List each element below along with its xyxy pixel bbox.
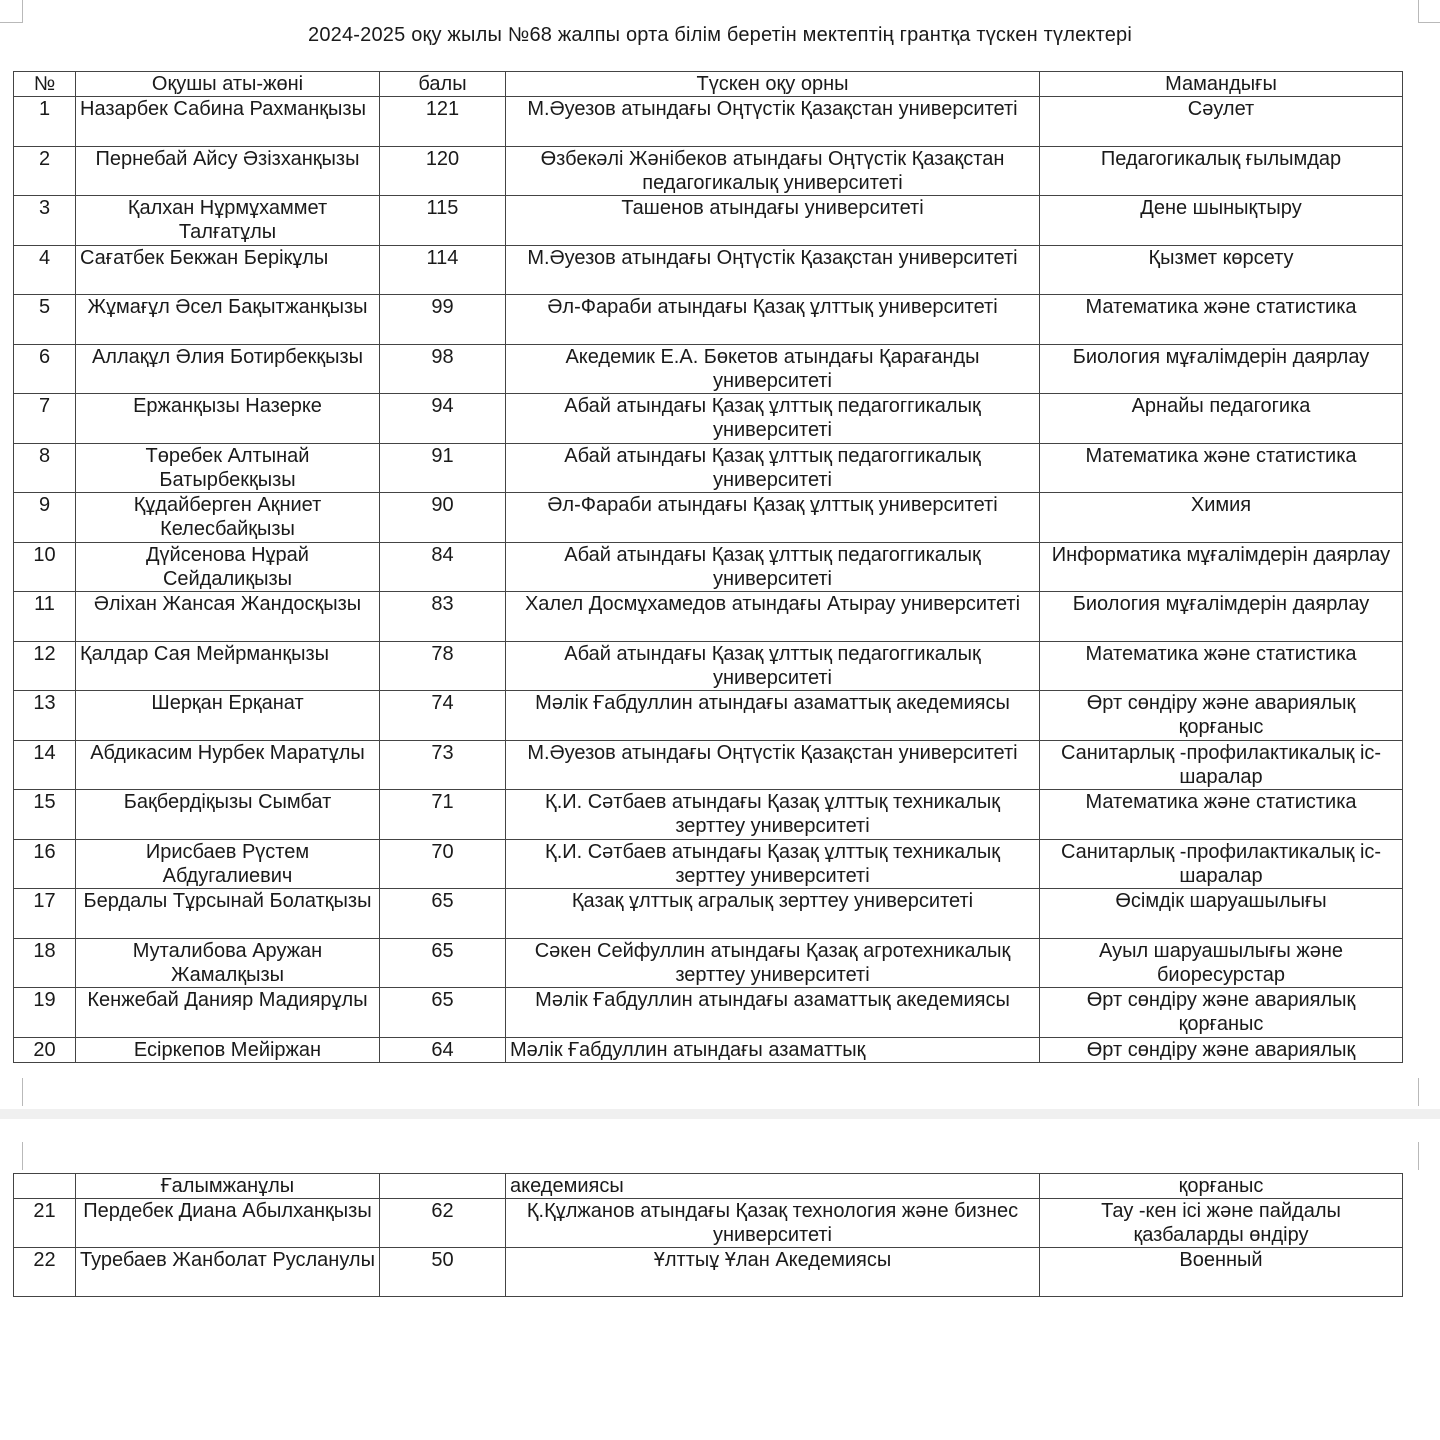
cell-university: Мәлік Ғабдуллин атындағы азаматтық: [506, 1037, 1040, 1062]
table-row: [14, 839, 1403, 889]
col-header-number: №: [14, 72, 76, 97]
cell-specialty: Арнайы педагогика: [1040, 394, 1403, 444]
table-row: [14, 196, 1403, 246]
cell-university: Абай атындағы Қазақ ұлттық педагоггикалық университеті: [506, 542, 1040, 592]
table-row: [14, 443, 1403, 493]
page-corner-mark: [0, 1078, 23, 1106]
cell-specialty: Химия: [1040, 493, 1403, 543]
cell-name: Туребаев Жанболат Русланулы: [76, 1248, 380, 1297]
document-title: 2024-2025 оқу жылы №68 жалпы орта білім беретін мектептің грантқа түскен түлектері: [308, 24, 1132, 46]
cell-score: 114: [380, 245, 506, 295]
cell-name: Бердалы Тұрсынай Болатқызы: [76, 889, 380, 939]
cell-number: 14: [14, 740, 76, 790]
cell-number: 12: [14, 641, 76, 691]
cell-score: 83: [380, 592, 506, 642]
table-row: [14, 691, 1403, 741]
cell-specialty: Сәулет: [1040, 97, 1403, 147]
table-row: [14, 245, 1403, 295]
cell-score: [380, 1174, 506, 1199]
cell-specialty: Биология мұғалімдерін даярлау: [1040, 344, 1403, 394]
cell-name: Қалхан Нұрмұхаммет Талғатұлы: [76, 196, 380, 246]
cell-specialty: Өрт сөндіру және авариялық қорғаныс: [1040, 988, 1403, 1038]
cell-number: 6: [14, 344, 76, 394]
cell-specialty: Военный: [1040, 1248, 1403, 1297]
cell-name: Есіркепов Мейіржан: [76, 1037, 380, 1062]
cell-number: 1: [14, 97, 76, 147]
cell-specialty: Математика және статистика: [1040, 790, 1403, 840]
cell-number: 17: [14, 889, 76, 939]
cell-score: 64: [380, 1037, 506, 1062]
cell-number: 8: [14, 443, 76, 493]
cell-score: 70: [380, 839, 506, 889]
cell-name: Ержанқызы Назерке: [76, 394, 380, 444]
cell-score: 91: [380, 443, 506, 493]
table-row: [14, 988, 1403, 1038]
cell-name: Шерқан Ерқанат: [76, 691, 380, 741]
cell-specialty: Ауыл шаруашылығы және биоресурстар: [1040, 938, 1403, 988]
cell-name: Пердебек Диана Абылханқызы: [76, 1199, 380, 1248]
cell-score: 94: [380, 394, 506, 444]
cell-university: Әл-Фараби атындағы Қазақ ұлттық университеті: [506, 493, 1040, 543]
col-header-score: балы: [380, 72, 506, 97]
table-row: [14, 938, 1403, 988]
cell-university: Абай атындағы Қазақ ұлттық педагоггикалық университеті: [506, 394, 1040, 444]
cell-name: Ғалымжанұлы: [76, 1174, 380, 1199]
cell-number: 16: [14, 839, 76, 889]
table-row: [14, 641, 1403, 691]
cell-number: 13: [14, 691, 76, 741]
cell-score: 65: [380, 938, 506, 988]
cell-name: Назарбек Сабина Рахманқызы: [76, 97, 380, 147]
cell-number: [14, 1174, 76, 1199]
table-row: [14, 1037, 1403, 1062]
cell-number: 19: [14, 988, 76, 1038]
graduates-table: [13, 71, 1403, 1063]
cell-specialty: Санитарлық -профилактикалық іс-шаралар: [1040, 839, 1403, 889]
cell-name: Кенжебай Данияр Мадиярұлы: [76, 988, 380, 1038]
cell-name: Жұмағұл Әсел Бақытжанқызы: [76, 295, 380, 345]
cell-university: Қ.И. Сәтбаев атындағы Қазақ ұлттық техникалық зерттеу университеті: [506, 839, 1040, 889]
cell-university: акедемиясы: [506, 1174, 1040, 1199]
cell-university: Ташенов атындағы университеті: [506, 196, 1040, 246]
cell-score: 65: [380, 988, 506, 1038]
cell-specialty: қорғаныс: [1040, 1174, 1403, 1199]
cell-specialty: Өрт сөндіру және авариялық қорғаныс: [1040, 691, 1403, 741]
cell-number: 20: [14, 1037, 76, 1062]
table-row: [14, 344, 1403, 394]
table-row: [14, 1199, 1403, 1248]
page-break: [0, 1109, 1440, 1119]
cell-university: М.Әуезов атындағы Оңтүстік Қазақстан университеті: [506, 245, 1040, 295]
col-header-name: Оқушы аты-жөні: [76, 72, 380, 97]
cell-specialty: Санитарлық -профилактикалық іс-шаралар: [1040, 740, 1403, 790]
cell-number: 21: [14, 1199, 76, 1248]
table-row: [14, 97, 1403, 147]
table-row: [14, 592, 1403, 642]
cell-university: Қ.Құлжанов атындағы Қазақ технология және бизнес университеті: [506, 1199, 1040, 1248]
cell-specialty: Өсімдік шаруашылығы: [1040, 889, 1403, 939]
cell-name: Бақбердіқызы Сымбат: [76, 790, 380, 840]
cell-score: 84: [380, 542, 506, 592]
cell-number: 5: [14, 295, 76, 345]
cell-university: М.Әуезов атындағы Оңтүстік Қазақстан университеті: [506, 740, 1040, 790]
cell-score: 115: [380, 196, 506, 246]
table-row: [14, 295, 1403, 345]
cell-university: Абай атындағы Қазақ ұлттық педагоггикалық университеті: [506, 641, 1040, 691]
table-row: [14, 394, 1403, 444]
cell-name: Қалдар Сая Мейрманқызы: [76, 641, 380, 691]
cell-specialty: Математика және статистика: [1040, 641, 1403, 691]
cell-name: Абдикасим Нурбек Маратұлы: [76, 740, 380, 790]
cell-name: Пернебай Айсу Әзізханқызы: [76, 146, 380, 196]
cell-number: 11: [14, 592, 76, 642]
cell-score: 78: [380, 641, 506, 691]
cell-specialty: Информатика мұғалімдерін даярлау: [1040, 542, 1403, 592]
table-row: [14, 493, 1403, 543]
cell-university: Абай атындағы Қазақ ұлттық педагоггикалық университеті: [506, 443, 1040, 493]
cell-score: 98: [380, 344, 506, 394]
page-corner-mark: [1418, 0, 1440, 23]
table-row-continuation: [14, 1174, 1403, 1199]
col-header-university: Түскен оқу орны: [506, 72, 1040, 97]
cell-name: Құдайберген Ақниет Келесбайқызы: [76, 493, 380, 543]
cell-specialty: Дене шынықтыру: [1040, 196, 1403, 246]
page-corner-mark: [1418, 1142, 1440, 1170]
cell-name: Төребек Алтынай Батырбекқызы: [76, 443, 380, 493]
cell-name: Сағатбек Бекжан Берікұлы: [76, 245, 380, 295]
cell-university: Ұлттыұ Ұлан Акедемиясы: [506, 1248, 1040, 1297]
cell-score: 99: [380, 295, 506, 345]
cell-number: 3: [14, 196, 76, 246]
page-corner-mark: [0, 0, 23, 23]
graduates-table-continued: [13, 1173, 1403, 1297]
cell-specialty: Өрт сөндіру және авариялық: [1040, 1037, 1403, 1062]
cell-score: 74: [380, 691, 506, 741]
table-header: [14, 72, 1403, 97]
cell-university: Қ.И. Сәтбаев атындағы Қазақ ұлттық техникалық зерттеу университеті: [506, 790, 1040, 840]
table-row: [14, 1248, 1403, 1297]
cell-name: Дүйсенова Нұрай Сейдалиқызы: [76, 542, 380, 592]
cell-name: Ирисбаев Рүстем Абдугалиевич: [76, 839, 380, 889]
cell-name: Әліхан Жансая Жандосқызы: [76, 592, 380, 642]
table-row: [14, 740, 1403, 790]
cell-university: Сәкен Сейфуллин атындағы Қазақ агротехникалық зерттеу университеті: [506, 938, 1040, 988]
page-corner-mark: [0, 1142, 23, 1170]
cell-specialty: Математика және статистика: [1040, 295, 1403, 345]
cell-university: Халел Досмұхамедов атындағы Атырау университеті: [506, 592, 1040, 642]
cell-number: 18: [14, 938, 76, 988]
cell-university: Өзбекәлі Жәнібеков атындағы Оңтүстік Қазақстан педагогикалық университеті: [506, 146, 1040, 196]
cell-number: 9: [14, 493, 76, 543]
cell-number: 4: [14, 245, 76, 295]
cell-university: М.Әуезов атындағы Оңтүстік Қазақстан университеті: [506, 97, 1040, 147]
cell-score: 65: [380, 889, 506, 939]
cell-score: 73: [380, 740, 506, 790]
cell-specialty: Тау -кен ісі және пайдалы қазбаларды өндіру: [1040, 1199, 1403, 1248]
cell-score: 120: [380, 146, 506, 196]
table-row: [14, 889, 1403, 939]
cell-university: Мәлік Ғабдуллин атындағы азаматтық акедемиясы: [506, 691, 1040, 741]
cell-specialty: Математика және статистика: [1040, 443, 1403, 493]
cell-specialty: Биология мұғалімдерін даярлау: [1040, 592, 1403, 642]
col-header-specialty: Мамандығы: [1040, 72, 1403, 97]
table-row: [14, 542, 1403, 592]
cell-university: Әл-Фараби атындағы Қазақ ұлттық университеті: [506, 295, 1040, 345]
table-row: [14, 146, 1403, 196]
cell-university: Акедемик Е.А. Бөкетов атындағы Қарағанды университеті: [506, 344, 1040, 394]
page-corner-mark: [1418, 1078, 1440, 1106]
cell-score: 90: [380, 493, 506, 543]
cell-number: 7: [14, 394, 76, 444]
cell-score: 121: [380, 97, 506, 147]
cell-specialty: Педагогикалық ғылымдар: [1040, 146, 1403, 196]
cell-name: Муталибова Аружан Жамалқызы: [76, 938, 380, 988]
cell-number: 2: [14, 146, 76, 196]
cell-score: 50: [380, 1248, 506, 1297]
cell-score: 62: [380, 1199, 506, 1248]
table-row: [14, 790, 1403, 840]
cell-specialty: Қызмет көрсету: [1040, 245, 1403, 295]
cell-score: 71: [380, 790, 506, 840]
cell-university: Қазақ ұлттық агралық зерттеу университеті: [506, 889, 1040, 939]
cell-number: 10: [14, 542, 76, 592]
cell-number: 15: [14, 790, 76, 840]
cell-name: Аллақұл Әлия Ботирбекқызы: [76, 344, 380, 394]
cell-number: 22: [14, 1248, 76, 1297]
cell-university: Мәлік Ғабдуллин атындағы азаматтық акедемиясы: [506, 988, 1040, 1038]
